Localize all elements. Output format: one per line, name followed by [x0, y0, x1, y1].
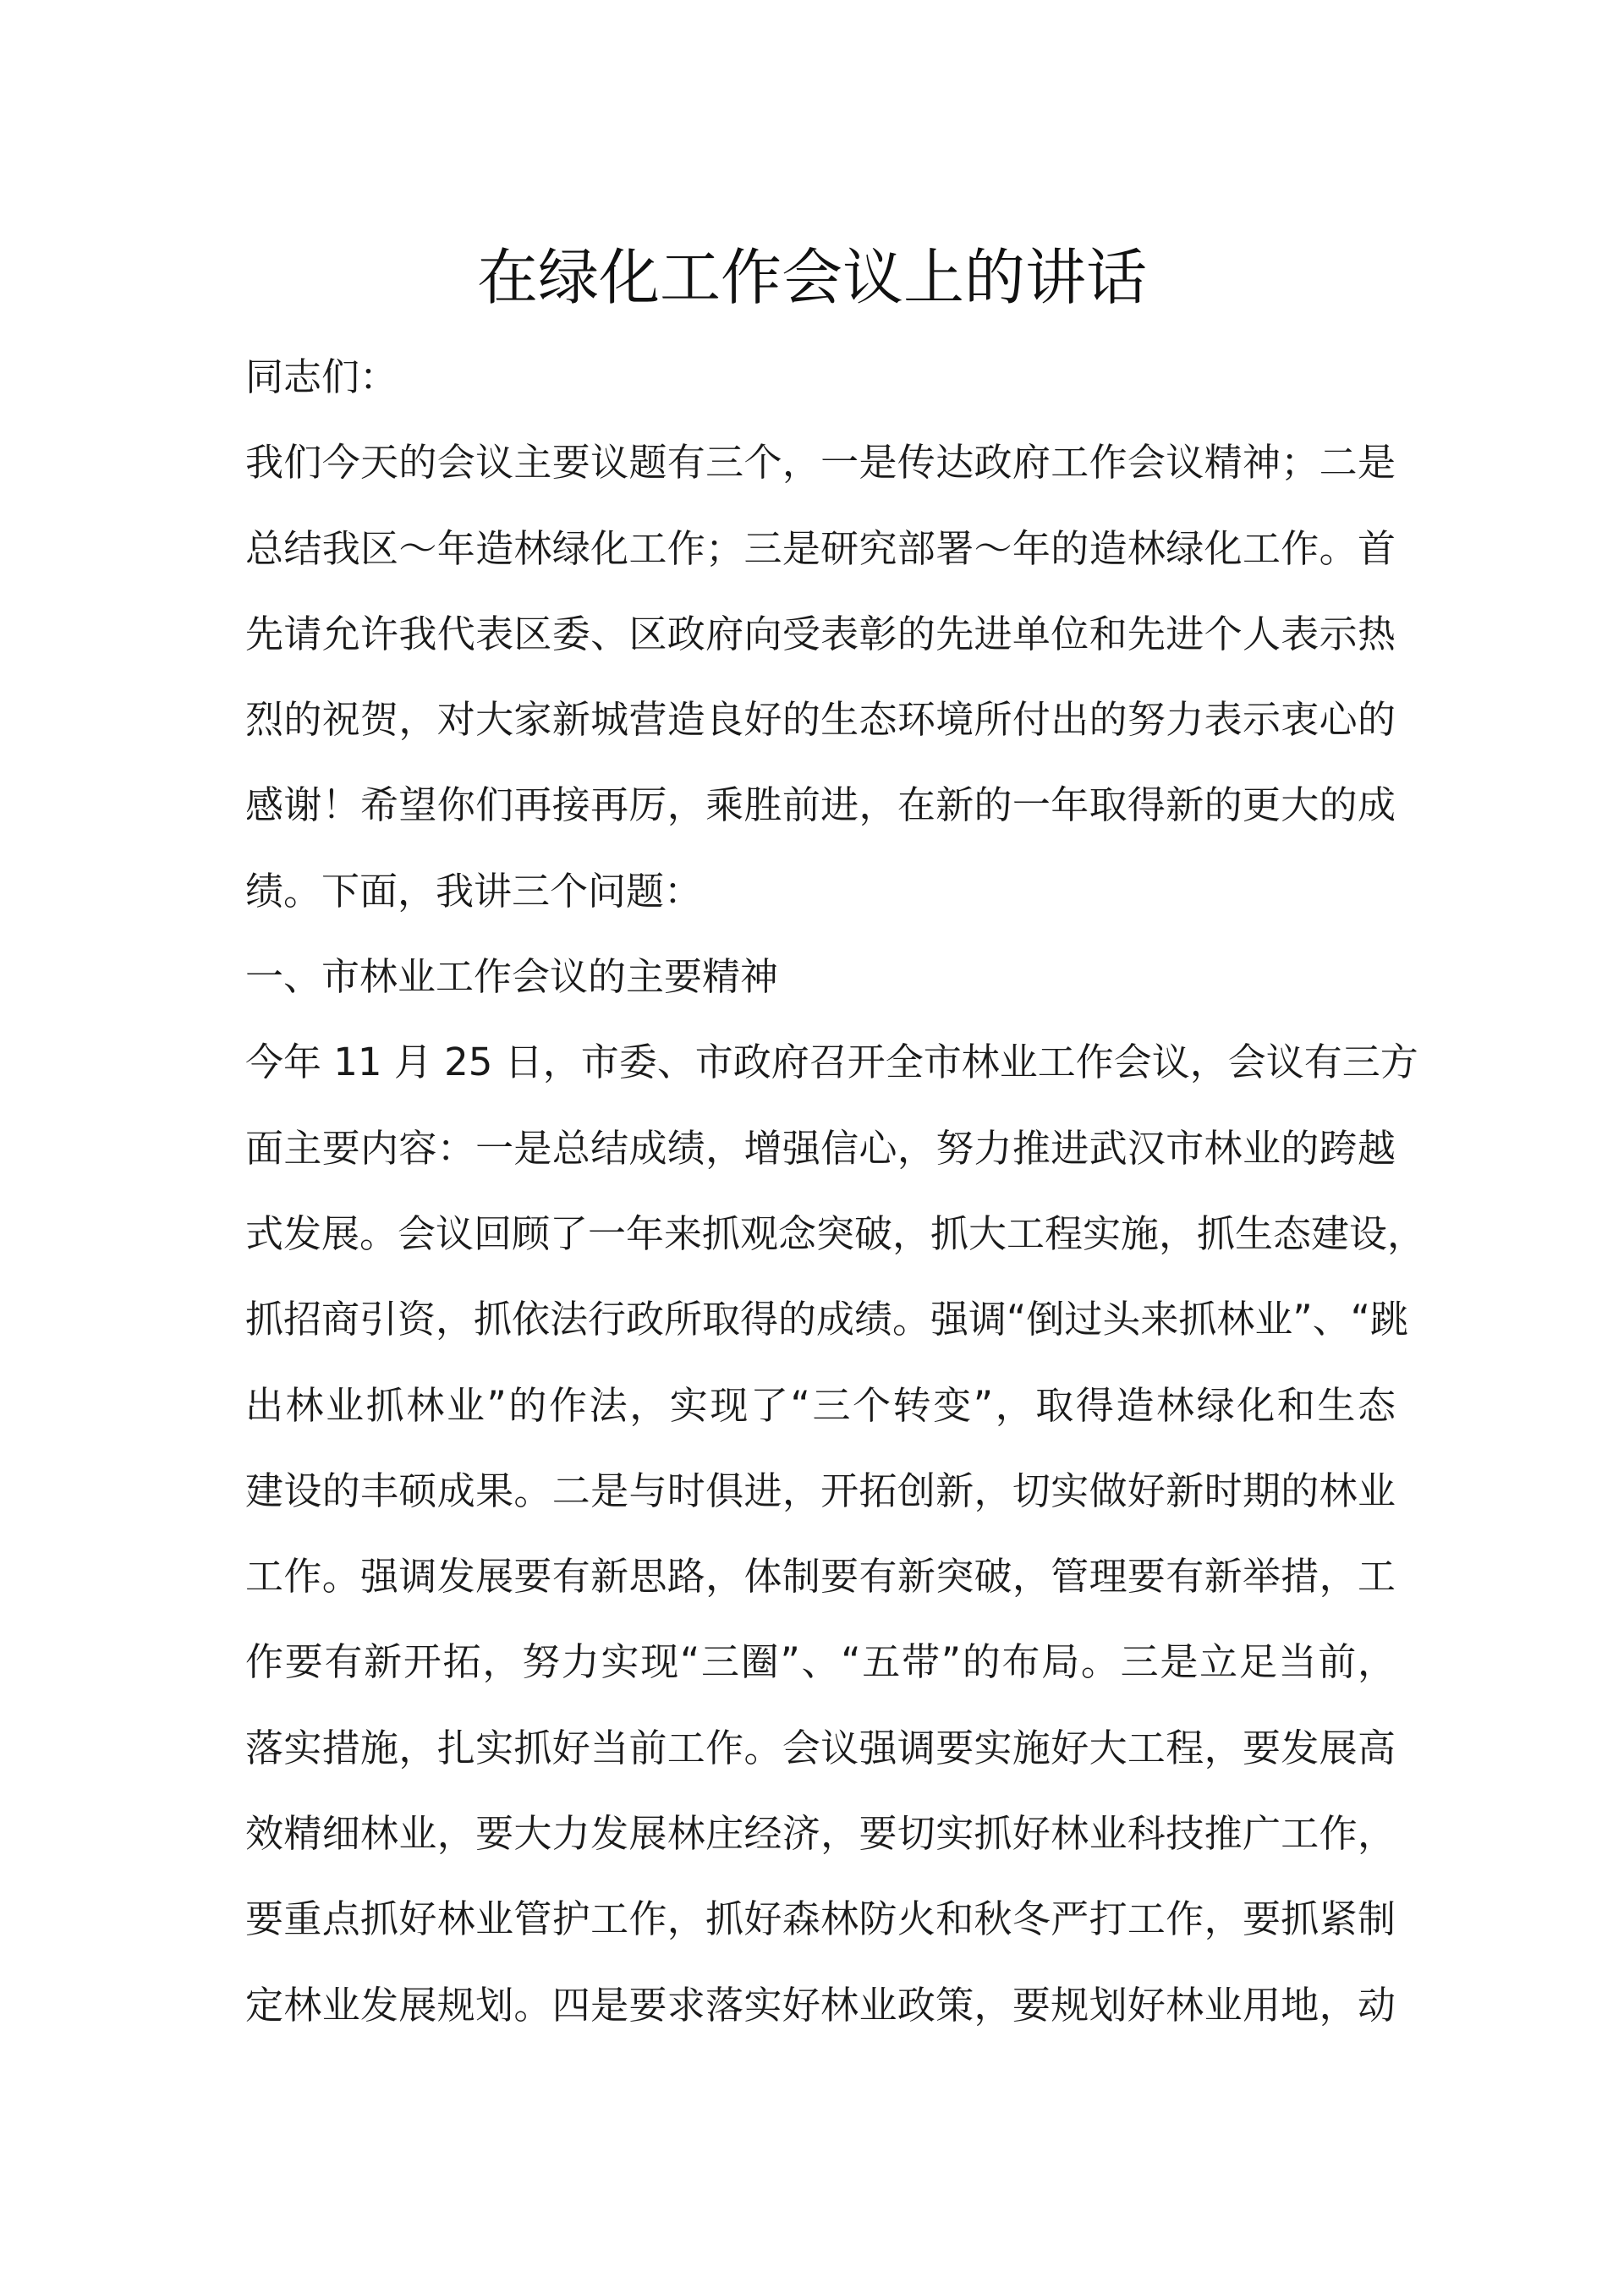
- paragraph-line: 总结我区～年造林绿化工作；三是研究部署～年的造林绿化工作。首: [245, 525, 1396, 571]
- paragraph-line: 建设的丰硕成果。二是与时俱进，开拓创新，切实做好新时期的林业: [245, 1468, 1396, 1513]
- paragraph-line: 面主要内容：一是总结成绩，增强信心，努力推进武汉市林业的跨越: [245, 1125, 1396, 1171]
- paragraph-line: 感谢！希望你们再接再厉，乘胜前进，在新的一年取得新的更大的成: [245, 782, 1396, 828]
- section-heading: 一、市林业工作会议的主要精神: [245, 954, 779, 1000]
- paragraph-line: 效精细林业，要大力发展林庄经济，要切实抓好林业科技推广工作，: [245, 1811, 1396, 1857]
- paragraph-line: 出林业抓林业”的作法，实现了“三个转变”，取得造林绿化和生态: [245, 1382, 1396, 1428]
- paragraph-line: 定林业发展规划。四是要求落实好林业政策，要规划好林业用地，动: [245, 1982, 1396, 2028]
- paragraph-line: 绩。下面，我讲三个问题：: [245, 868, 703, 914]
- paragraph-line: 今年 11 月 25 日，市委、市政府召开全市林业工作会议，会议有三方: [245, 1040, 1418, 1085]
- paragraph-line: 落实措施，扎实抓好当前工作。会议强调要实施好大工程，要发展高: [245, 1725, 1396, 1770]
- paragraph-line: 抓招商引资，抓依法行政所取得的成绩。强调“倒过头来抓林业”、“跳: [245, 1297, 1408, 1342]
- paragraph-line: 式发展。会议回顾了一年来抓观念突破，抓大工程实施，抓生态建设，: [245, 1210, 1426, 1256]
- paragraph-line: 作要有新开拓，努力实现“三圈”、“五带”的布局。三是立足当前，: [245, 1639, 1396, 1685]
- salutation-line: 同志们：: [245, 354, 398, 399]
- paragraph-line: 我们今天的会议主要议题有三个，一是传达政府工作会议精神；二是: [245, 440, 1396, 486]
- paragraph-line: 烈的祝贺，对大家新城营造良好的生态环境所付出的努力表示衷心的: [245, 697, 1396, 743]
- paragraph-line: 工作。强调发展要有新思路，体制要有新突破，管理要有新举措，工: [245, 1554, 1396, 1600]
- document-body: [245, 334, 1426, 2048]
- paragraph-line: 要重点抓好林业管护工作，抓好森林防火和秋冬严打工作，要抓紧制: [245, 1896, 1396, 1942]
- paragraph-line: 先请允许我代表区委、区政府向受表彰的先进单位和先进个人表示热: [245, 611, 1396, 656]
- document-title: 在绿化工作会议上的讲话: [476, 242, 1147, 313]
